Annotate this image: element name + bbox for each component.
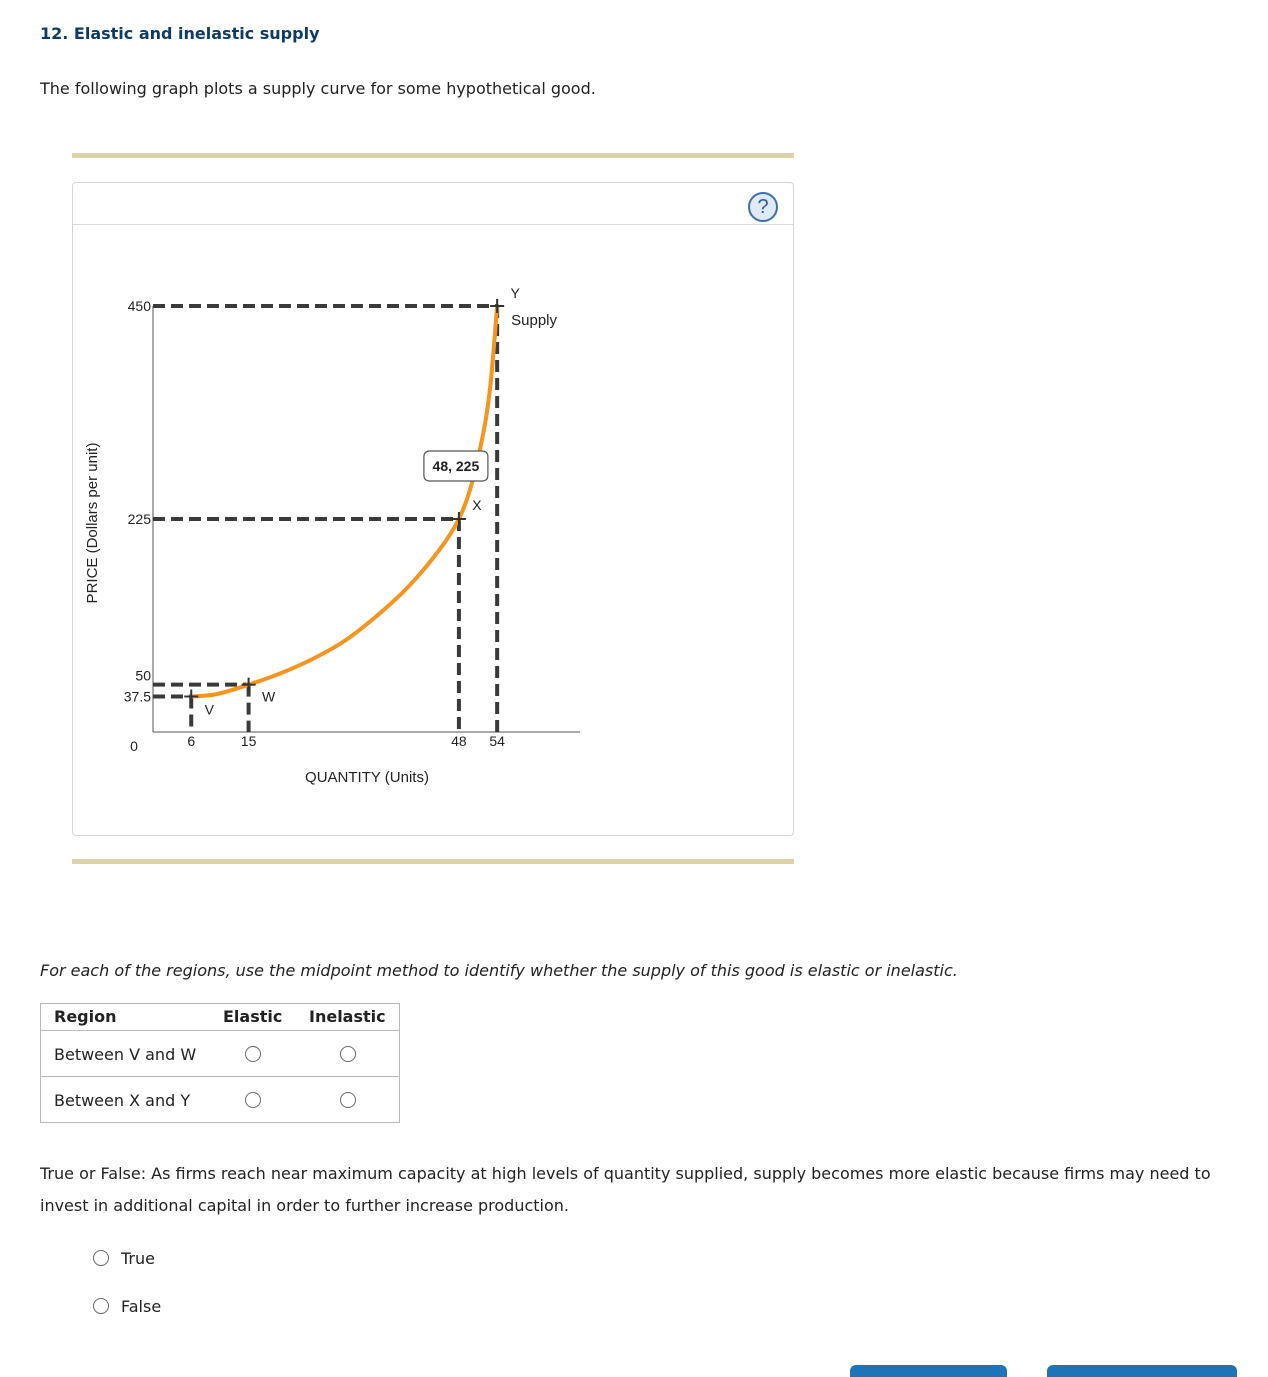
row-divider bbox=[41, 1076, 399, 1077]
series-label: Supply bbox=[511, 312, 558, 329]
vw-inelastic-radio[interactable] bbox=[340, 1046, 356, 1062]
y-tick-label: 225 bbox=[127, 511, 151, 527]
x-tick-label: 15 bbox=[240, 733, 257, 749]
point-label-v: V bbox=[204, 701, 214, 718]
tooltip-text: 48, 225 bbox=[432, 458, 480, 474]
nav-button-right[interactable] bbox=[1047, 1365, 1237, 1377]
false-radio[interactable] bbox=[93, 1298, 109, 1314]
true-false-statement: True or False: As firms reach near maximum capacity at high levels of quantity supplied, supply becomes more elastic because firms may need to invest in additional capital in order to further increase production. bbox=[40, 1164, 1211, 1215]
region-table bbox=[40, 1003, 400, 1123]
y-axis-title: PRICE (Dollars per unit) bbox=[84, 442, 101, 604]
supply-chart bbox=[73, 183, 793, 835]
question-title: 12. Elastic and inelastic supply bbox=[40, 24, 320, 43]
origin-label: 0 bbox=[130, 738, 138, 754]
question-intro: The following graph plots a supply curve for some hypothetical good. bbox=[40, 79, 596, 98]
point-label-y: Y bbox=[510, 285, 520, 301]
xy-inelastic-radio[interactable] bbox=[340, 1092, 356, 1108]
bottom-divider bbox=[72, 859, 794, 864]
top-divider bbox=[72, 153, 794, 158]
y-tick-label: 37.5 bbox=[123, 688, 151, 705]
region-row-label: Between X and Y bbox=[54, 1091, 191, 1110]
supply-curve bbox=[191, 306, 497, 697]
x-tick-label: 48 bbox=[451, 733, 467, 749]
y-tick-label: 50 bbox=[135, 667, 151, 684]
region-header: Region bbox=[54, 1007, 117, 1026]
nav-button-left[interactable] bbox=[850, 1365, 1007, 1377]
graph-panel bbox=[72, 182, 794, 836]
false-label[interactable]: False bbox=[121, 1297, 162, 1316]
x-tick-label: 6 bbox=[187, 733, 196, 749]
region-row-label: Between V and W bbox=[54, 1045, 197, 1064]
point-label-w: W bbox=[261, 688, 276, 705]
question-mark-icon[interactable]: ? bbox=[748, 192, 778, 222]
x-axis-title: QUANTITY (Units) bbox=[305, 769, 429, 786]
x-tick-label: 54 bbox=[489, 733, 505, 749]
vw-elastic-radio[interactable] bbox=[245, 1046, 261, 1062]
xy-elastic-radio[interactable] bbox=[245, 1092, 261, 1108]
true-radio[interactable] bbox=[93, 1250, 109, 1266]
inelastic-header: Inelastic bbox=[309, 1007, 386, 1026]
true-label[interactable]: True bbox=[121, 1249, 155, 1268]
y-tick-label: 450 bbox=[127, 298, 151, 314]
regions-instruction: For each of the regions, use the midpoint method to identify whether the supply of this good is elastic or inelastic. bbox=[40, 961, 958, 980]
elastic-header: Elastic bbox=[223, 1007, 283, 1026]
header-divider bbox=[41, 1030, 399, 1031]
point-label-x: X bbox=[472, 497, 482, 513]
